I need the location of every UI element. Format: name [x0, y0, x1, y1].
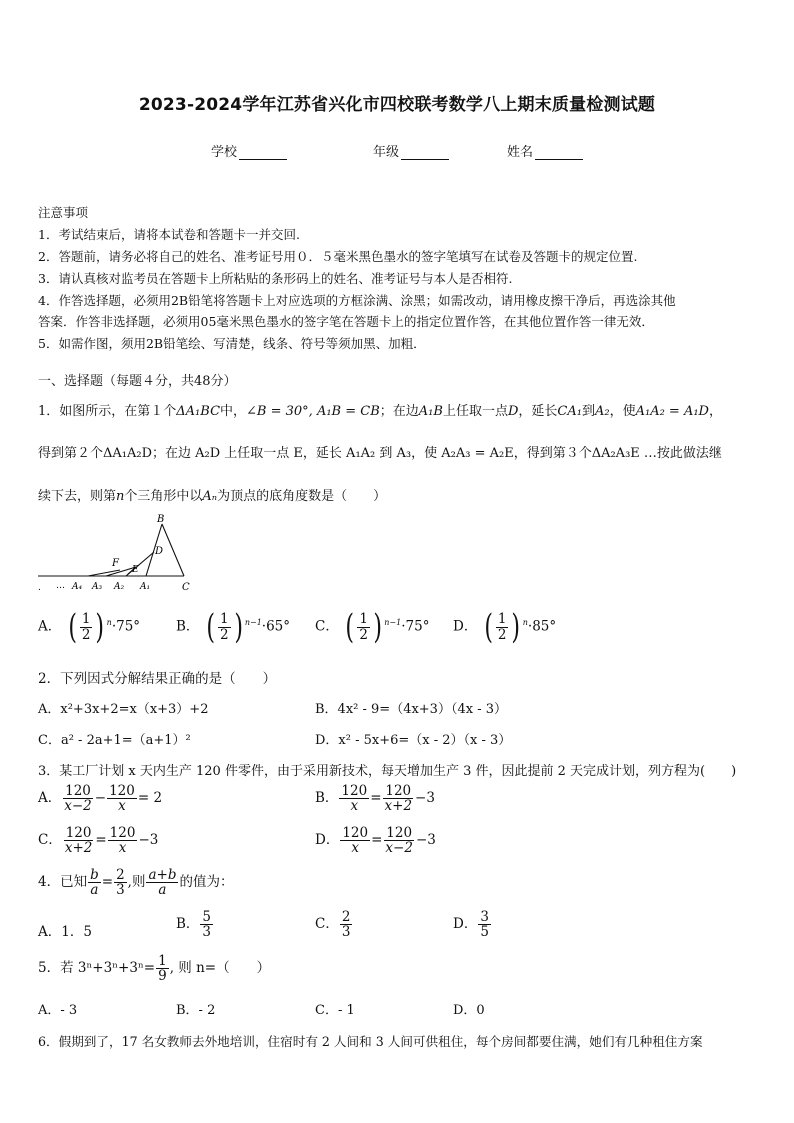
label-a2: A₂ [114, 582, 125, 592]
q3-option-d[interactable]: D． $\frac{120}{x}$ = $\frac{120}{x-2}$ −3 [315, 825, 436, 857]
q1-option-c[interactable]: C． ( $\frac{1}{2}$ ) $^{n-1}$·75° [315, 607, 430, 647]
label-a1: A₁ [140, 582, 151, 592]
q4-option-b[interactable]: B． $\frac{5}{3}$ [176, 909, 212, 941]
grade-field[interactable] [373, 141, 449, 160]
side-bc [162, 524, 184, 576]
grade-label: 年级 [373, 145, 400, 160]
q1-line1: 1．如图所示，在第１个ΔA₁BC中，∠B = 30°, A₁B = CB；在边A₁B上任取一点D，延长CA₁到A₂，使A₁A₂ = A₁D， [38, 404, 722, 419]
q5-option-c[interactable]: C．- 1 [315, 1003, 355, 1018]
school-label: 学校 [211, 145, 238, 160]
q4-option-a[interactable]: A．1．5 [38, 924, 92, 940]
label-a4: A₄ [72, 582, 83, 592]
label-dot: . [38, 583, 41, 593]
q5-option-b[interactable]: B．- 2 [176, 1003, 216, 1018]
q2-option-c[interactable]: C．a² - 2a+1=（a+1）² [38, 733, 191, 748]
q3-option-b[interactable]: B． $\frac{120}{x}$ = $\frac{120}{x+2}$ −3 [315, 783, 435, 815]
q2-stem: 2．下列因式分解结果正确的是（ ） [38, 671, 277, 687]
label-a3: A₃ [92, 582, 103, 592]
note-item: 3．请认真核对监考员在答题卡上所粘贴的条形码上的姓名、准考证号与本人是否相符. [38, 271, 513, 286]
section-heading: 一、选择题（每题４分，共48分） [38, 374, 237, 389]
q4-option-c[interactable]: C． $\frac{2}{3}$ [315, 909, 351, 941]
note-item: 答案．作答非选择题，必须用05毫米黑色墨水的签字笔在答题卡上的指定位置作答，在其他位置作答一律无效． [38, 314, 654, 329]
label-b: B [157, 514, 165, 525]
label-f: F [112, 558, 119, 569]
q2-option-b[interactable]: B．4x² - 9=（4x+3）（4x - 3） [315, 702, 507, 717]
q2-option-a[interactable]: A．x²+3x+2=x（x+3）+2 [38, 702, 209, 717]
note-item: 2．答题前，请务必将自己的姓名、准考证号用０．５毫米黑色墨水的签字笔填写在试卷及答题卡的规定位置. [38, 249, 638, 264]
q1-option-b[interactable]: B． ( $\frac{1}{2}$ ) $^{n-1}$·65° [176, 607, 291, 647]
q2-option-d[interactable]: D．x² - 5x+6=（x - 2）（x - 3） [315, 733, 512, 748]
q5-option-a[interactable]: A．- 3 [38, 1003, 78, 1018]
q1-option-d[interactable]: D． ( $\frac{1}{2}$ ) $^n$·85° [453, 607, 557, 647]
q5-stem: 5．若 3ⁿ+3ⁿ+3ⁿ= $\frac{1}{9}$ , 则 n=（ ） [38, 953, 271, 985]
label-e: E [132, 565, 139, 575]
label-c: C [182, 582, 190, 593]
exam-title: 2023-2024学年江苏省兴化市四校联考数学八上期末质量检测试题 [138, 95, 656, 115]
school-field[interactable] [211, 141, 287, 160]
label-dots: … [56, 581, 65, 591]
notes-heading: 注意事项 [38, 205, 89, 220]
q4-stem: 4．已知 $\frac{b}{a}$ = $\frac{2}{3}$ ,则 $\frac{a+b}{a}$ 的值为： [38, 867, 234, 899]
note-item: 4．作答选择题，必须用2B铅笔将答题卡上对应选项的方框涂满、涂黑；如需改动，请用橡皮擦干净后，再选涂其他 [38, 293, 676, 308]
q4-option-d[interactable]: D． $\frac{3}{5}$ [453, 909, 489, 941]
q3-option-a[interactable]: A． $\frac{120}{x-2}$ − $\frac{120}{x}$ = 2 [38, 783, 163, 815]
q1-line3: 续下去，则第n个三角形中以Aₙ为顶点的底角度数是（ ） [38, 489, 387, 504]
q1-option-a[interactable]: A． ( $\frac{1}{2}$ ) $^n$·75° [38, 607, 141, 647]
name-label: 姓名 [507, 145, 534, 160]
q5-option-d[interactable]: D．0 [453, 1003, 485, 1018]
q3-stem: 3．某工厂计划 x 天内生产 120 件零件，由于采用新技术，每天增加生产 3 件，因此提前 2 天完成计划，列方程为( ) [38, 764, 737, 779]
note-item: 5．如需作图，须用2B铅笔绘、写清楚，线条、符号等须加黑、加粗． [38, 336, 426, 351]
triangle-figure [36, 512, 206, 594]
q3-option-c[interactable]: C． $\frac{120}{x+2}$ = $\frac{120}{x}$ −3 [38, 825, 159, 857]
q6-stem: 6．假期到了，17 名女教师去外地培训，住宿时有 2 人间和 3 人间可供租住，每个房间都要住满，她们有几种租住方案 [38, 1034, 703, 1049]
label-d: D [155, 546, 164, 557]
note-item: 1．考试结束后，请将本试卷和答题卡一并交回. [38, 227, 300, 242]
q1-line2: 得到第２个ΔA₁A₂D；在边 A₂D 上任取一点 E，延长 A₁A₂ 到 A₃，使 A₂A₃ = A₂E，得到第３个ΔA₂A₃E …按此做法继 [38, 446, 722, 461]
name-field[interactable] [507, 141, 583, 160]
